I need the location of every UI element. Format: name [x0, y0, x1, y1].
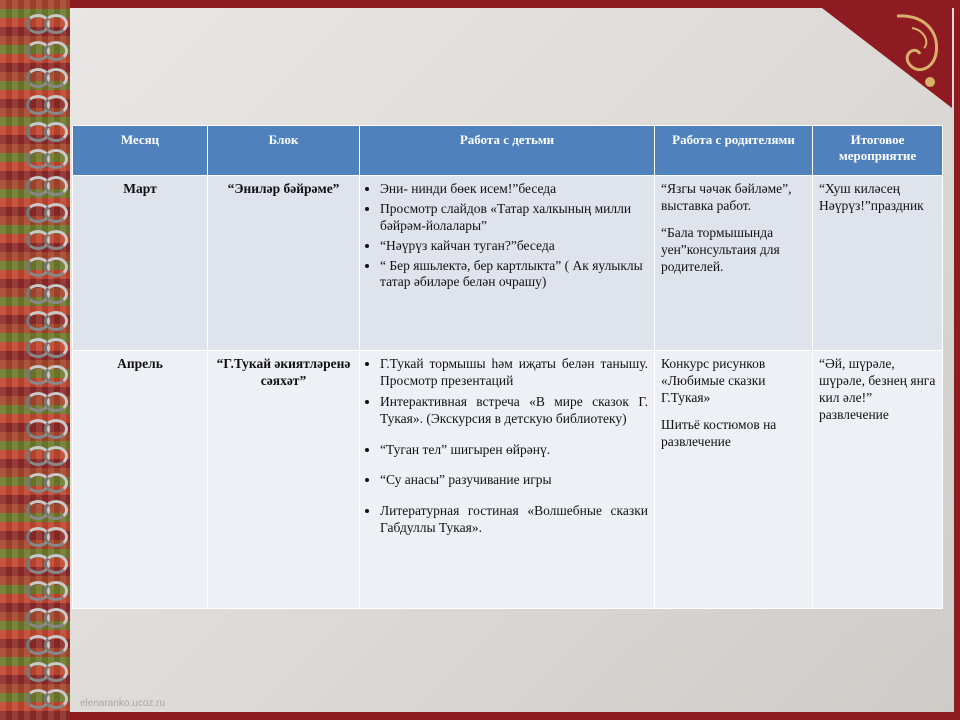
ring-icon: [24, 149, 68, 165]
ring-icon: [24, 500, 68, 516]
list-item: • “Нәүрүз кайчан туган?”беседа: [380, 238, 648, 255]
header-work-children: Работа с детьми: [360, 126, 655, 176]
table-row: [73, 351, 943, 609]
corner-ornament-icon: [812, 8, 952, 108]
header-block: Блок: [208, 126, 360, 176]
ring-icon: [24, 392, 68, 408]
children-work-cell: [360, 351, 655, 609]
header-final-event: Итоговое мероприятие: [813, 126, 943, 176]
ring-icon: [24, 581, 68, 597]
text-line: “Язгы чәчәк бәйләме”, выставка работ.: [661, 181, 792, 213]
ring-icon: [24, 419, 68, 435]
ring-icon: [24, 446, 68, 462]
table-row: [73, 176, 943, 351]
text-line: Шитьё костюмов на развлечение: [661, 416, 777, 449]
text-line: “Бала тормышында уен”консультаия для родителей.: [661, 224, 780, 274]
block-cell: “Эниләр бәйрәме”: [208, 176, 360, 351]
ring-icon: [24, 689, 68, 705]
list-item: • “Туган тел” шигырен өйрәнү.: [380, 442, 648, 459]
ring-icon: [24, 68, 68, 84]
ring-icon: [24, 635, 68, 651]
children-work-cell: [360, 176, 655, 351]
final-event-cell: “Әй, шүрәле, шүрәле, безнең янга кил әле!” развлечение: [813, 351, 943, 609]
final-event-cell: “Хуш киләсең Нәүрүз!”праздник: [813, 176, 943, 351]
ring-icon: [24, 527, 68, 543]
ring-icon: [24, 608, 68, 624]
text-line: Конкурс рисунков «Любимые сказки Г.Тукая»: [661, 356, 766, 405]
month-cell: Апрель: [73, 351, 208, 609]
list-item: • Эни- нинди бөек исем!”беседа: [380, 181, 648, 198]
ring-icon: [24, 662, 68, 678]
ring-icon: [24, 284, 68, 300]
ring-icon: [24, 14, 68, 30]
month-cell: Март: [73, 176, 208, 351]
ring-icon: [24, 554, 68, 570]
ring-icon: [24, 311, 68, 327]
activity-table: [72, 125, 942, 609]
ring-icon: [24, 230, 68, 246]
list-item: • Просмотр слайдов «Татар халкының милли бәйрәм-йолалары”: [380, 201, 648, 235]
ring-icon: [24, 257, 68, 273]
list-item: • Литературная гостиная «Волшебные сказки Габдуллы Тукая».: [380, 503, 648, 537]
ring-icon: [24, 203, 68, 219]
table-header-row: [73, 126, 943, 176]
list-item: • “ Бер яшьлектә, бер картлыкта” ( Ак яулыклы татар әбиләре белән очрашу): [380, 258, 648, 292]
ring-icon: [24, 122, 68, 138]
list-item: • “Су анасы” разучивание игры: [380, 472, 648, 489]
block-cell: “Г.Тукай әкиятләренә сәяхәт”: [208, 351, 360, 609]
site-watermark: elenaranko.ucoz.ru: [80, 698, 166, 709]
ring-icon: [24, 338, 68, 354]
list-item: • Г.Тукай тормышы һәм иҗаты белән танышу. Просмотр презентаций: [380, 356, 648, 390]
header-month: Месяц: [73, 126, 208, 176]
ring-icon: [24, 473, 68, 489]
ring-icon: [24, 41, 68, 57]
ring-icon: [24, 365, 68, 381]
list-item: • Интерактивная встреча «В мире сказок Г. Тукая». (Экскурсия в детскую библиотеку): [380, 394, 648, 428]
ring-icon: [24, 176, 68, 192]
parents-work-cell: [655, 351, 813, 609]
header-work-parents: Работа с родителями: [655, 126, 813, 176]
ring-icon: [24, 95, 68, 111]
parents-work-cell: [655, 176, 813, 351]
